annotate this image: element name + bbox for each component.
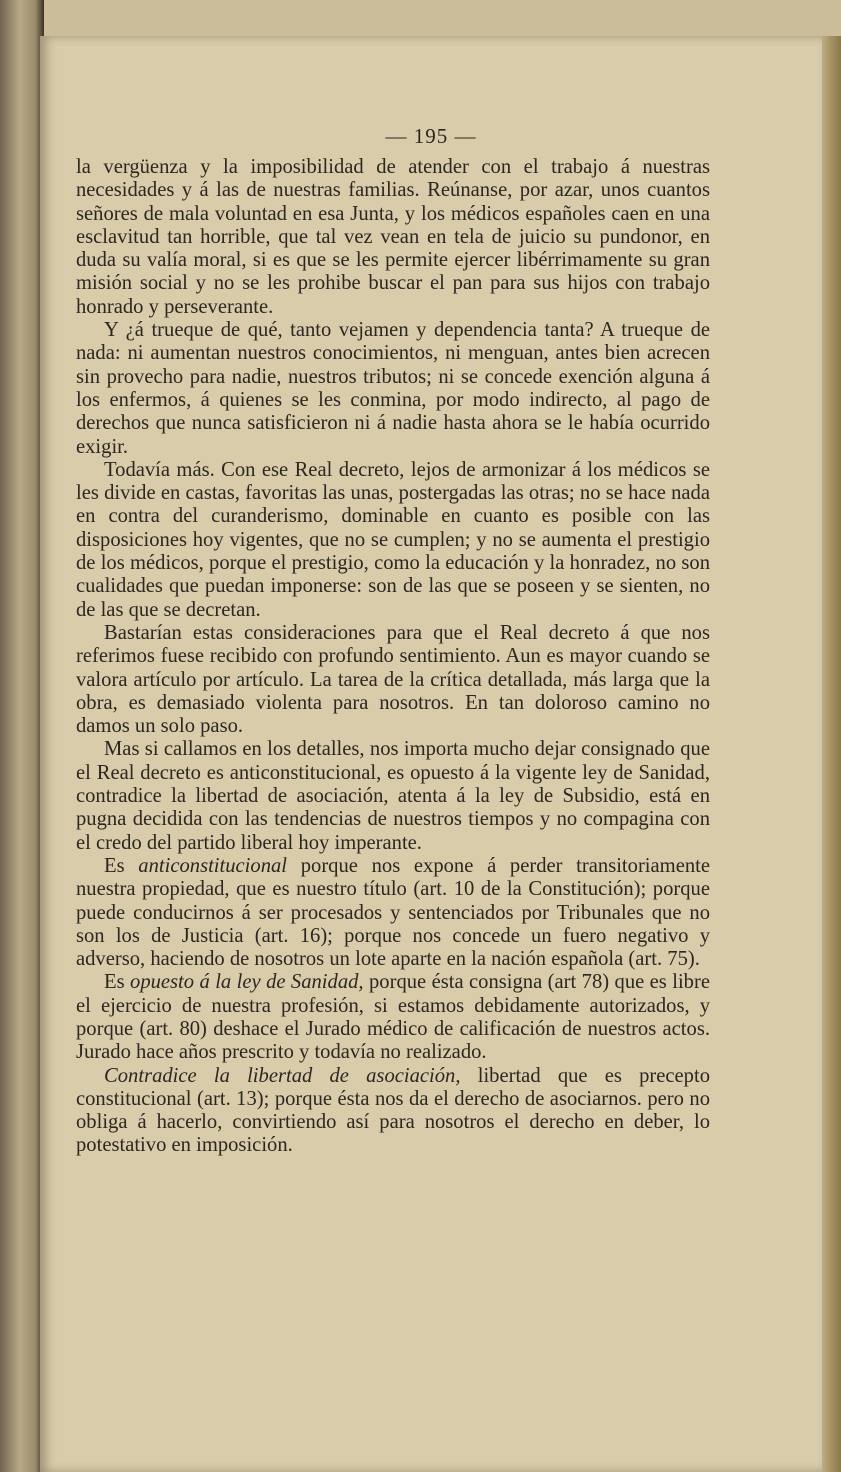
text-run: Es (104, 854, 139, 877)
italic-text-run: anticonstitucional (138, 854, 288, 877)
text-run: libertad que es precepto constitucional (art. 13); porque ésta nos da el derecho de asociarnos. pero no obliga á hacerlo, convirtiendo así para nosotros el derecho en deber, lo potestativo en imposición. (76, 1064, 710, 1157)
paragraph (76, 855, 710, 971)
italic-text-run: Contradice la libertad de asociación, (104, 1064, 461, 1087)
paragraph (76, 622, 710, 738)
italic-text-run: opuesto á la ley de Sanidad, (130, 971, 364, 994)
page-number: — 195 — (385, 124, 477, 148)
body-text (76, 156, 710, 1158)
book-page (40, 36, 822, 1472)
text-run: porque ésta consigna (art 78) que es libre el ejercicio de nuestra profesión, si estamos debidamente autorizados, y porque (art. 80) deshace el Jurado médico de calificación de nuestros actos. Jurado hace años prescrito y todavía no realizado. (76, 971, 710, 1064)
text-run: Es (104, 971, 131, 994)
text-run: Mas si callamos en los detalles, nos importa mucho dejar consignado que el Real decreto es anticonstitucional, es opuesto á la vigente ley de Sanidad, contradice la libertad de asociación, atenta á la ley de Subsidio, está en pugna decidida con las tendencias de nuestros tiempos y no compagina con el credo del partido liberal hoy imperante. (76, 738, 710, 854)
text-run: Todavía más. Con ese Real decreto, lejos de armonizar á los médicos se les divide en castas, favoritas las unas, postergadas las otras; no se hace nada en contra del curanderismo, dominable en cuanto es posible con las disposiciones hoy vigentes, que no se cumplen; y no se aumenta el prestigio de los médicos, porque el prestigio, como la educación y la honradez, no son cualidades que puedan imponerse: son de las que se poseen y se sienten, no de las que se decretan. (76, 458, 710, 621)
text-run: la vergüenza y la imposibilidad de atender con el trabajo á nuestras necesidades y á las de nuestras familias. Reúnanse, por azar, unos cuantos señores de mala voluntad en esa Junta, y los médicos españoles caen en una esclavitud tan horrible, que tal vez vean en tela de juicio su pundonor, en duda su valía moral, si es que se les permite ejercer libérrimamente su gran misión social y no se les prohibe buscar el pan para sus hijos con trabajo honrado y perseverante. (76, 156, 710, 318)
paragraph (76, 319, 710, 459)
text-run: Bastarían estas consideraciones para que el Real decreto á que nos referimos fuese recibido con profundo sentimiento. Aun es mayor cuando se valora artículo por artículo. La tarea de la crítica detallada, más larga que la obra, es demasiado violenta para nosotros. En tan doloroso camino no damos un solo paso. (76, 621, 710, 738)
text-run: porque nos expone á perder transitoriamente nuestra propiedad, que es nuestro título (art. 10 de la Constitución); porque puede conducirnos á ser procesados y sentenciados por Tribunales que no son los de Justicia (art. 16); porque nos concede un fuero negativo y adverso, haciendo de nosotros un lote aparte en la nación española (art. 75). (76, 854, 710, 971)
paragraph (76, 971, 710, 1064)
paragraph (76, 738, 710, 854)
book-gutter (0, 0, 44, 1472)
paragraph (76, 1065, 710, 1158)
paragraph (76, 156, 710, 319)
text-run: Y ¿á trueque de qué, tanto vejamen y dependencia tanta? A trueque de nada: ni aumentan nuestros conocimientos, ni menguan, antes bien acrecen sin provecho para nadie, nuestros tributos; ni se concede exención alguna á los enfermos, á quienes se les conmina, por modo indirecto, al pago de derechos que nunca satisficieron ni á nadie hasta ahora se le había ocurrido exigir. (76, 319, 710, 458)
paragraph (76, 459, 710, 622)
